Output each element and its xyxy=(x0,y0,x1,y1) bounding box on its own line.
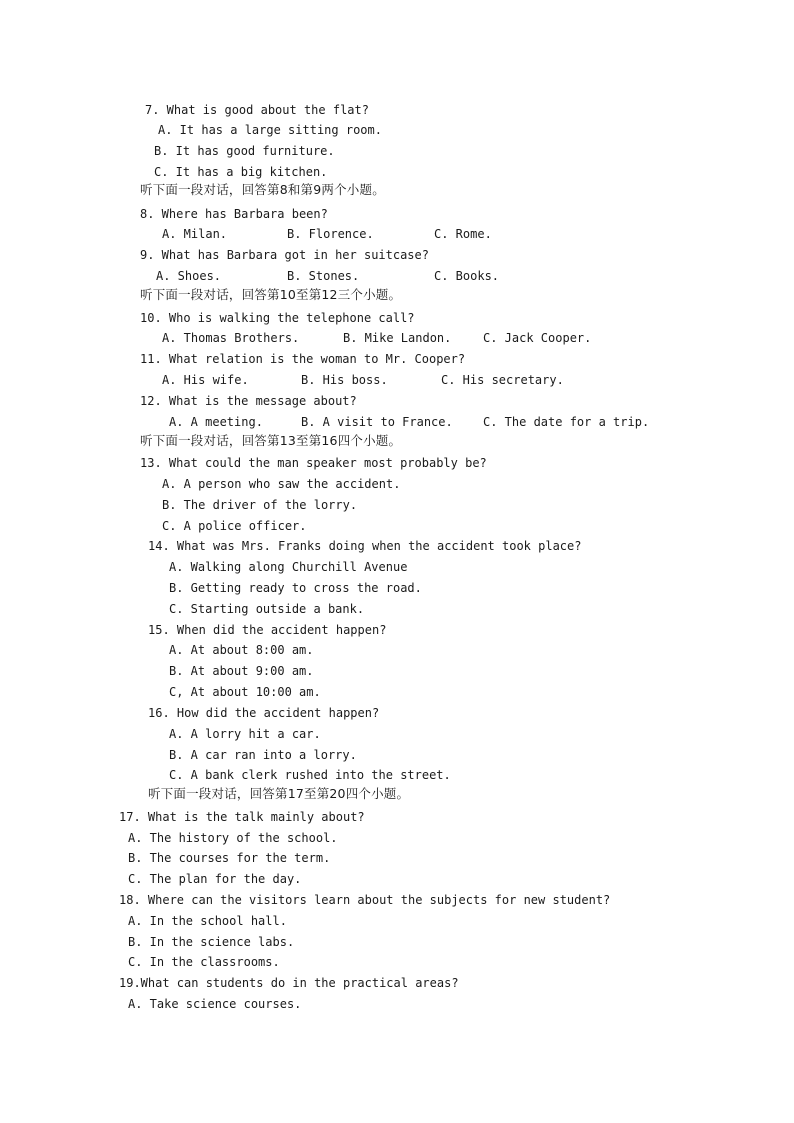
question-8: 8. Where has Barbara been? xyxy=(140,207,328,221)
q10-option-c: C. Jack Cooper. xyxy=(483,331,592,345)
q13-option-c: C. A police officer. xyxy=(162,519,307,533)
q16-option-b: B. A car ran into a lorry. xyxy=(169,748,357,762)
q17-option-c: C. The plan for the day. xyxy=(128,872,302,886)
q18-option-c: C. In the classrooms. xyxy=(128,955,280,969)
q7-option-c: C. It has a big kitchen. xyxy=(154,165,328,179)
q11-option-b: B. His boss. xyxy=(301,373,388,387)
q19-option-a: A. Take science courses. xyxy=(128,997,302,1011)
directions-17-20: 听下面一段对话，回答第17至第20四个小题。 xyxy=(148,786,410,801)
question-17: 17. What is the talk mainly about? xyxy=(119,810,365,824)
q10-option-b: B. Mike Landon. xyxy=(343,331,452,345)
question-13: 13. What could the man speaker most probably be? xyxy=(140,456,487,470)
directions-13-16: 听下面一段对话，回答第13至第16四个小题。 xyxy=(140,433,402,448)
q15-option-c: C, At about 10:00 am. xyxy=(169,685,321,699)
q12-option-c: C. The date for a trip. xyxy=(483,415,650,429)
question-18: 18. Where can the visitors learn about the subjects for new student? xyxy=(119,893,611,907)
q15-option-b: B. At about 9:00 am. xyxy=(169,664,314,678)
q14-option-b: B. Getting ready to cross the road. xyxy=(169,581,422,595)
q17-option-a: A. The history of the school. xyxy=(128,831,338,845)
q8-option-b: B. Florence. xyxy=(287,227,374,241)
q9-option-b: B. Stones. xyxy=(287,269,360,283)
question-16: 16. How did the accident happen? xyxy=(148,706,380,720)
q15-option-a: A. At about 8:00 am. xyxy=(169,643,314,657)
question-11: 11. What relation is the woman to Mr. Cooper? xyxy=(140,352,466,366)
q16-option-a: A. A lorry hit a car. xyxy=(169,727,321,741)
q11-option-a: A. His wife. xyxy=(162,373,249,387)
q14-option-a: A. Walking along Churchill Avenue xyxy=(169,560,408,574)
q11-option-c: C. His secretary. xyxy=(441,373,564,387)
q12-option-b: B. A visit to France. xyxy=(301,415,453,429)
q8-option-c: C. Rome. xyxy=(434,227,492,241)
directions-10-12: 听下面一段对话，回答第10至第12三个小题。 xyxy=(140,287,402,302)
q13-option-a: A. A person who saw the accident. xyxy=(162,477,401,491)
question-19: 19.What can students do in the practical areas? xyxy=(119,976,459,990)
q16-option-c: C. A bank clerk rushed into the street. xyxy=(169,768,451,782)
q10-option-a: A. Thomas Brothers. xyxy=(162,331,300,345)
question-14: 14. What was Mrs. Franks doing when the accident took place? xyxy=(148,539,582,553)
q7-option-a: A. It has a large sitting room. xyxy=(158,123,382,137)
q18-option-a: A. In the school hall. xyxy=(128,914,287,928)
q17-option-b: B. The courses for the term. xyxy=(128,851,331,865)
q9-option-c: C. Books. xyxy=(434,269,500,283)
question-9: 9. What has Barbara got in her suitcase? xyxy=(140,248,429,262)
question-12: 12. What is the message about? xyxy=(140,394,357,408)
q8-option-a: A. Milan. xyxy=(162,227,228,241)
q14-option-c: C. Starting outside a bank. xyxy=(169,602,365,616)
question-15: 15. When did the accident happen? xyxy=(148,623,387,637)
q9-option-a: A. Shoes. xyxy=(156,269,222,283)
q18-option-b: B. In the science labs. xyxy=(128,935,295,949)
directions-8-9: 听下面一段对话，回答第8和第9两个小题。 xyxy=(140,182,385,197)
q12-option-a: A. A meeting. xyxy=(169,415,263,429)
question-7: 7. What is good about the flat? xyxy=(145,103,369,117)
q13-option-b: B. The driver of the lorry. xyxy=(162,498,358,512)
question-10: 10. Who is walking the telephone call? xyxy=(140,311,415,325)
q7-option-b: B. It has good furniture. xyxy=(154,144,335,158)
